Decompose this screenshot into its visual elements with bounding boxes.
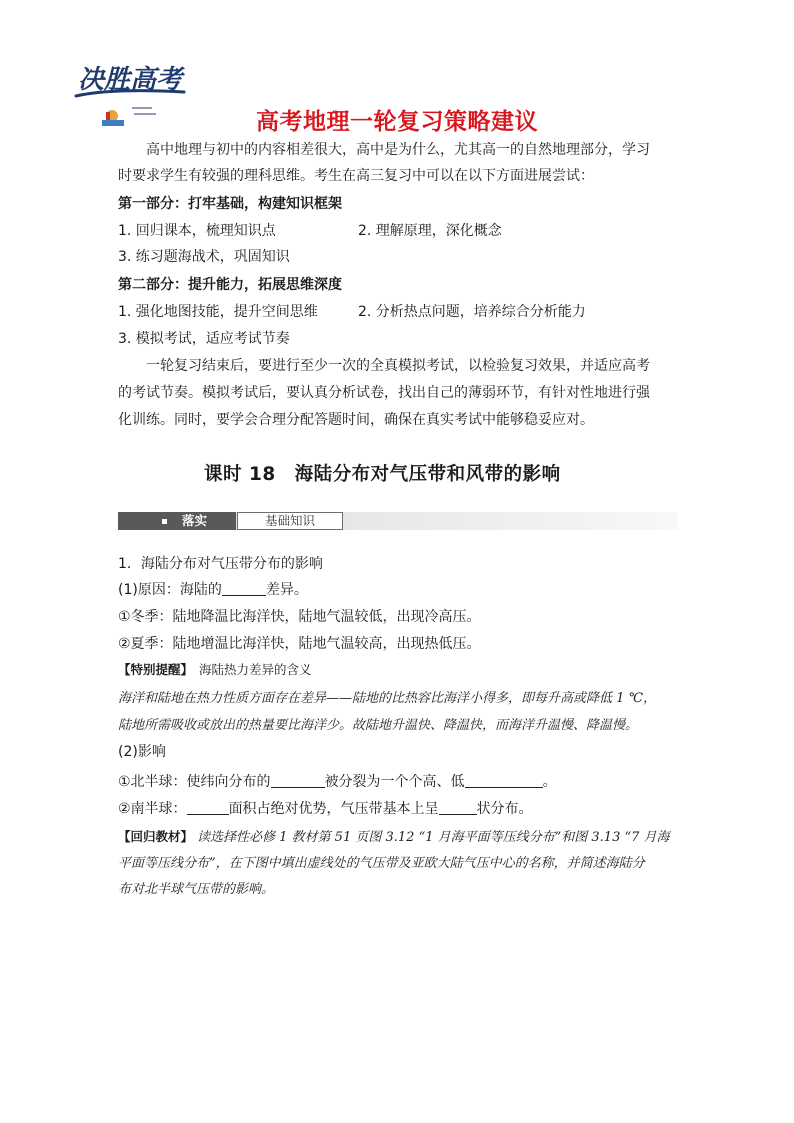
part2-item2: 2. 分析热点问题，培养综合分析能力 — [358, 304, 586, 320]
square-icon — [162, 519, 167, 524]
tip-text-line1: 海洋和陆地在热力性质方面存在差异——陆地的比热容比海洋小得多，即每升高或降低 1 ℃， — [118, 691, 657, 706]
review-paragraph-line1: 一轮复习结束后，要进行至少一次的全真模拟考试，以检验复习效果，并适应高考 — [146, 358, 650, 374]
cause-line — [118, 579, 308, 599]
north-line — [118, 771, 557, 791]
answer-blank[interactable] — [222, 581, 266, 596]
intro-paragraph-line1: 高中地理与初中的内容相差很大，高中是为什么，尤其高一的自然地理部分，学习 — [146, 142, 650, 158]
answer-blank[interactable] — [271, 773, 325, 788]
return-text-line3: 布对北半球气压带的影响。 — [118, 882, 275, 897]
summer-line: ②夏季：陆地增温比海洋快，陆地气温较高，出现热低压。 — [118, 636, 481, 652]
north-mid: 被分裂为一个个高、低 — [324, 774, 465, 790]
tip-label: 【特别提醒】 — [118, 662, 194, 677]
south-mid: 面积占绝对优势，气压带基本上呈 — [228, 801, 439, 817]
logo-text: 决胜高考 — [78, 65, 183, 95]
answer-blank[interactable] — [439, 800, 477, 815]
intro-paragraph-line2: 时要求学生有较强的理科思维。考生在高三复习中可以在以下方面进展尝试： — [118, 168, 594, 184]
question1-heading: 1．海陆分布对气压带分布的影响 — [118, 556, 323, 572]
section-label: 基础知识 — [237, 512, 343, 530]
answer-blank[interactable] — [465, 773, 543, 788]
part1-heading: 第一部分：打牢基础，构建知识框架 — [118, 196, 342, 212]
section-tag-label: 落实 — [182, 513, 208, 528]
north-prefix: ①北半球：使纬向分布的 — [118, 774, 271, 790]
page-title: 高考地理一轮复习策略建议 — [256, 109, 538, 135]
cause-suffix: 差异。 — [265, 582, 308, 598]
section-bar-tag — [118, 512, 236, 530]
part2-heading: 第二部分：提升能力，拓展思维深度 — [118, 277, 342, 293]
winter-line: ①冬季：陆地降温比海洋快，陆地气温较低，出现冷高压。 — [118, 609, 481, 625]
cause-prefix: (1)原因：海陆的 — [118, 582, 222, 598]
review-paragraph-line2: 的考试节奏。模拟考试后，要认真分析试卷，找出自己的薄弱环节，有针对性地进行强 — [118, 385, 650, 401]
south-suffix: 状分布。 — [476, 801, 533, 817]
south-line — [118, 798, 533, 818]
review-paragraph-line3: 化训练。同时，要学会合理分配答题时间，确保在真实考试中能够稳妥应对。 — [118, 412, 594, 428]
north-suffix: 。 — [542, 774, 557, 790]
part2-item1: 1. 强化地图技能，提升空间思维 — [118, 304, 318, 320]
logo-graphic — [72, 58, 192, 132]
part1-item1: 1. 回归课本，梳理知识点 — [118, 223, 276, 239]
tip-heading — [118, 660, 312, 678]
return-text-line1: 读选择性必修 1 教材第 51 页图 3.12 “1 月海平面等压线分布”和图 3.13 “7 月海 — [197, 830, 670, 845]
logo — [72, 58, 192, 132]
return-line1 — [118, 826, 670, 845]
south-prefix: ②南半球： — [118, 801, 187, 817]
part2-item3: 3. 模拟考试，适应考试节奏 — [118, 331, 290, 347]
part1-item2: 2. 理解原理，深化概念 — [358, 223, 502, 239]
tip-title: 海陆热力差异的含义 — [199, 662, 312, 677]
return-text-line2: 平面等压线分布”，在下图中填出虚线处的气压带及亚欧大陆气压中心的名称，并简述海陆分 — [118, 856, 645, 871]
answer-blank[interactable] — [187, 800, 229, 815]
effect-heading: (2)影响 — [118, 744, 166, 760]
tip-text-line2: 陆地所需吸收或放出的热量要比海洋少。故陆地升温快、降温快，而海洋升温慢、降温慢。 — [118, 718, 639, 733]
return-label: 【回归教材】 — [118, 829, 194, 844]
lesson-title: 课时 18 海陆分布对气压带和风带的影响 — [204, 464, 561, 485]
part1-item3: 3. 练习题海战术，巩固知识 — [118, 249, 290, 265]
